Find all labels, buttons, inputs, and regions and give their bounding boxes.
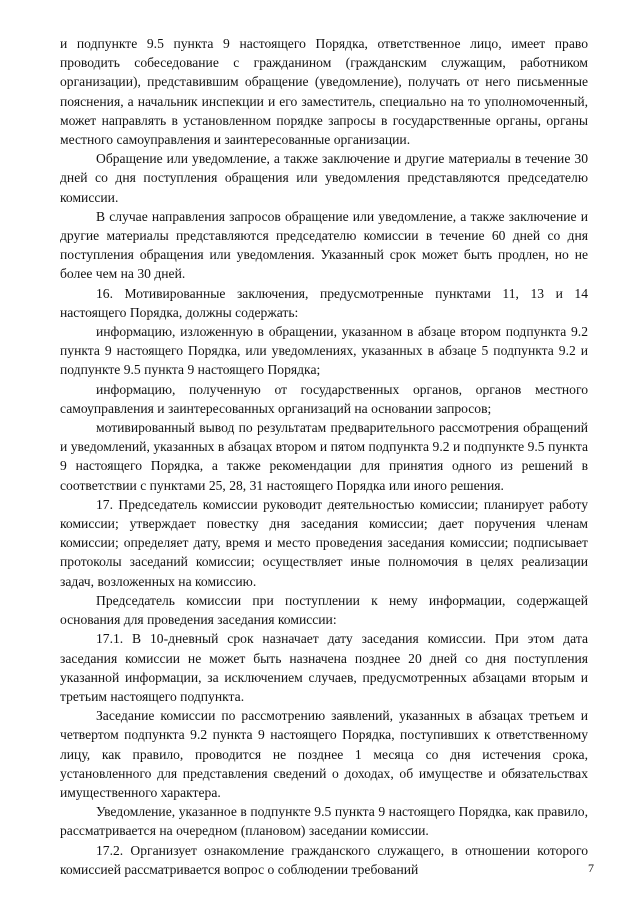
paragraph: 16. Мотивированные заключения, предусмотренные пунктами 11, 13 и 14 настоящего Порядка, должны содержать: (60, 285, 588, 320)
paragraph: 17.2. Организует ознакомление гражданского служащего, в отношении которого комиссией рассматривается вопрос о соблюдении требований (60, 842, 588, 877)
paragraph: Заседание комиссии по рассмотрению заявлений, указанных в абзацах третьем и четвертом подпункта 9.2 пункта 9 настоящего Порядка, поступивших к ответственному лицу, как правило, проводится не позднее 1 месяца со дня истечения срока, установленного для представления сведений о доходах, об имуществе и обязательствах имущественного характера. (60, 708, 588, 800)
paragraph: Председатель комиссии при поступлении к нему информации, содержащей основания для проведения заседания комиссии: (60, 592, 588, 628)
paragraph: информацию, полученную от государственных органов, органов местного самоуправления и заинтересованных организаций на основании запросов; (60, 381, 588, 416)
page-number: 7 (588, 861, 594, 875)
paragraph: и подпункте 9.5 пункта 9 настоящего Порядка, ответственное лицо, имеет право проводить собеседование с гражданином (гражданским служащим, работником организации), представившим обращение (уведомление), получать от него письменные пояснения, а начальник инспекции и его заместитель, специально на то уполномоченный, может направлять в установленном порядке запросы в государственные органы, органы местного самоуправления и заинтересованные организации. (60, 36, 588, 148)
paragraph: информацию, изложенную в обращении, указанном в абзаце втором подпункта 9.2 пункта 9 настоящего Порядка, или уведомлениях, указанных в абзаце 5 подпункта 9.2 и подпункте 9.5 пункта 9 настоящего Порядка; (60, 324, 588, 378)
paragraph: 17.1. В 10-дневный срок назначает дату заседания комиссии. При этом дата заседания комиссии не может быть назначена позднее 20 дней со дня поступления указанной информации, за исключением случаев, предусмотренных абзацами вторым и третьим настоящего подпункта. (60, 631, 588, 704)
document-body (60, 34, 588, 879)
paragraph: Обращение или уведомление, а также заключение и другие материалы в течение 30 дней со дня поступления обращения или уведомления представляются председателю комиссии. (60, 151, 588, 205)
paragraph: 17. Председатель комиссии руководит деятельностью комиссии; планирует работу комиссии; утверждает повестку дня заседания комиссии; дает поручения членам комиссии; определяет дату, время и место проведения заседания комиссии; подписывает протоколы заседаний комиссии; осуществляет иные полномочия в целях реализации задач, возложенных на комиссию. (60, 496, 588, 589)
paragraph: В случае направления запросов обращение или уведомление, а также заключение и другие материалы представляются председателю комиссии в течение 60 дней со дня поступления обращения или уведомления. Указанный срок может быть продлен, но не более чем на 30 дней. (60, 208, 588, 282)
paragraph: мотивированный вывод по результатам предварительного рассмотрения обращений и уведомлений, указанных в абзацах втором и пятом подпункта 9.2 и подпункте 9.5 пункта 9 настоящего Порядка, а также рекомендации для принятия одного из решений в соответствии с пунктами 25, 28, 31 настоящего Порядка или иного решения. (60, 420, 588, 493)
paragraph: Уведомление, указанное в подпункте 9.5 пункта 9 настоящего Порядка, как правило, рассматривается на очередном (плановом) заседании комиссии. (60, 804, 588, 839)
